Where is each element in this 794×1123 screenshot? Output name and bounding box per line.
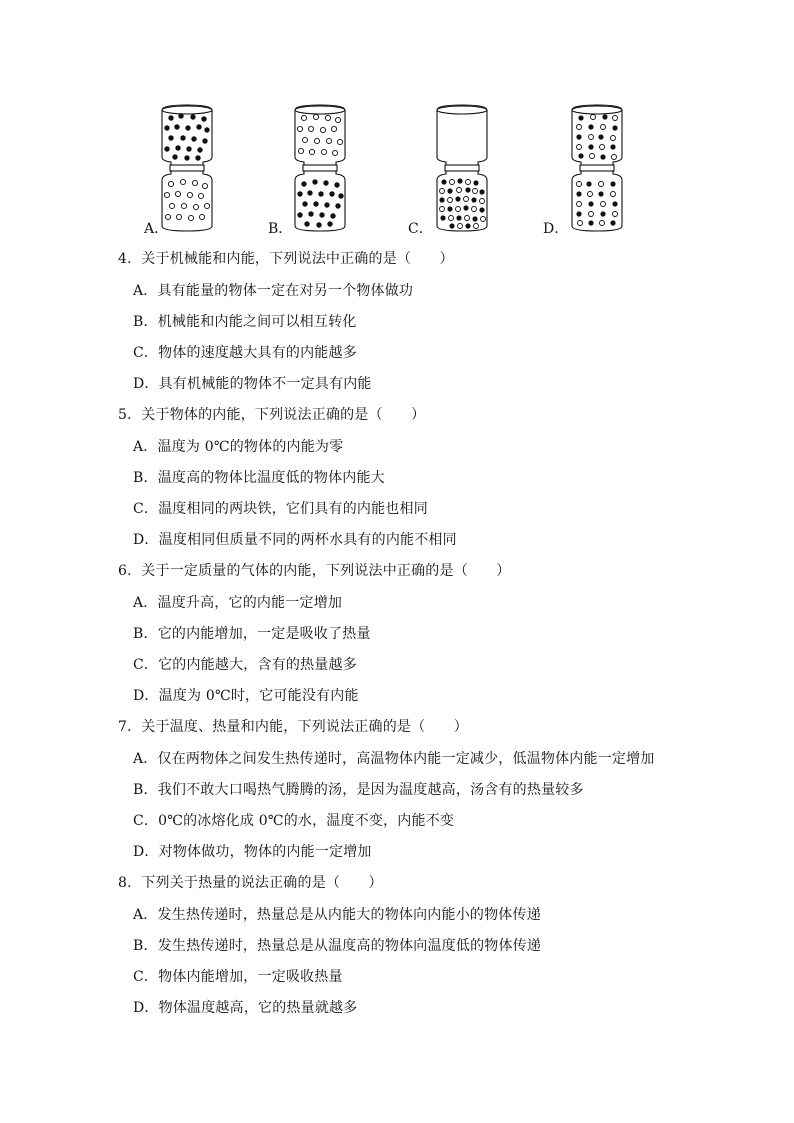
figure-label-b: B． [268,221,293,237]
question-6-stem: 6．关于一定质量的气体的内能，下列说法中正确的是（ ） [118,563,511,579]
bottle-diagram-a [157,102,217,234]
question-7-option-b: B．我们不敢大口喝热气腾腾的汤，是因为温度越高，汤含有的热量较多 [133,782,584,798]
diffusion-figure [0,98,794,238]
question-6-option-b: B．它的内能增加，一定是吸收了热量 [133,626,371,642]
question-8-option-c: C．物体内能增加，一定吸收热量 [133,969,343,985]
question-8-option-d: D．物体温度越高，它的热量就越多 [133,1000,358,1016]
bottle-diagram-d [567,102,627,234]
figure-label-d: D． [543,221,569,237]
bottle-diagram-c [432,102,492,234]
question-5-option-a: A．温度为 0℃的物体的内能为零 [133,439,344,455]
question-4-option-d: D．具有机械能的物体不一定具有内能 [133,376,372,392]
question-7-option-c: C．0℃的冰熔化成 0℃的水，温度不变，内能不变 [133,813,455,829]
question-8-option-a: A．发生热传递时，热量总是从内能大的物体向内能小的物体传递 [133,907,541,923]
question-8-stem: 8．下列关于热量的说法正确的是（ ） [118,875,383,891]
question-7-option-d: D．对物体做功，物体的内能一定增加 [133,844,372,860]
figure-label-a: A． [144,221,169,237]
question-8-option-b: B．发生热传递时，热量总是从温度高的物体向温度低的物体传递 [133,938,542,954]
bottle-diagram-b [290,102,350,234]
question-7-option-a: A．仅在两物体之间发生热传递时，高温物体内能一定减少，低温物体内能一定增加 [133,751,655,767]
question-5-option-d: D．温度相同但质量不同的两杯水具有的内能不相同 [133,532,457,548]
figure-label-c: C． [408,221,433,237]
question-5-stem: 5．关于物体的内能，下列说法正确的是（ ） [118,407,426,423]
question-6-option-c: C．它的内能越大，含有的热量越多 [133,657,357,673]
question-6-option-d: D．温度为 0℃时，它可能没有内能 [133,688,359,704]
question-4-option-c: C．物体的速度越大具有的内能越多 [133,345,357,361]
question-4-stem: 4．关于机械能和内能，下列说法中正确的是（ ） [118,251,454,267]
question-5-option-b: B．温度高的物体比温度低的物体内能大 [133,470,385,486]
question-6-option-a: A．温度升高，它的内能一定增加 [133,595,343,611]
question-5-option-c: C．温度相同的两块铁，它们具有的内能也相同 [133,501,428,517]
question-4-option-a: A．具有能量的物体一定在对另一个物体做功 [133,283,414,299]
question-4-option-b: B．机械能和内能之间可以相互转化 [133,314,357,330]
question-7-stem: 7．关于温度、热量和内能，下列说法正确的是（ ） [118,719,468,735]
